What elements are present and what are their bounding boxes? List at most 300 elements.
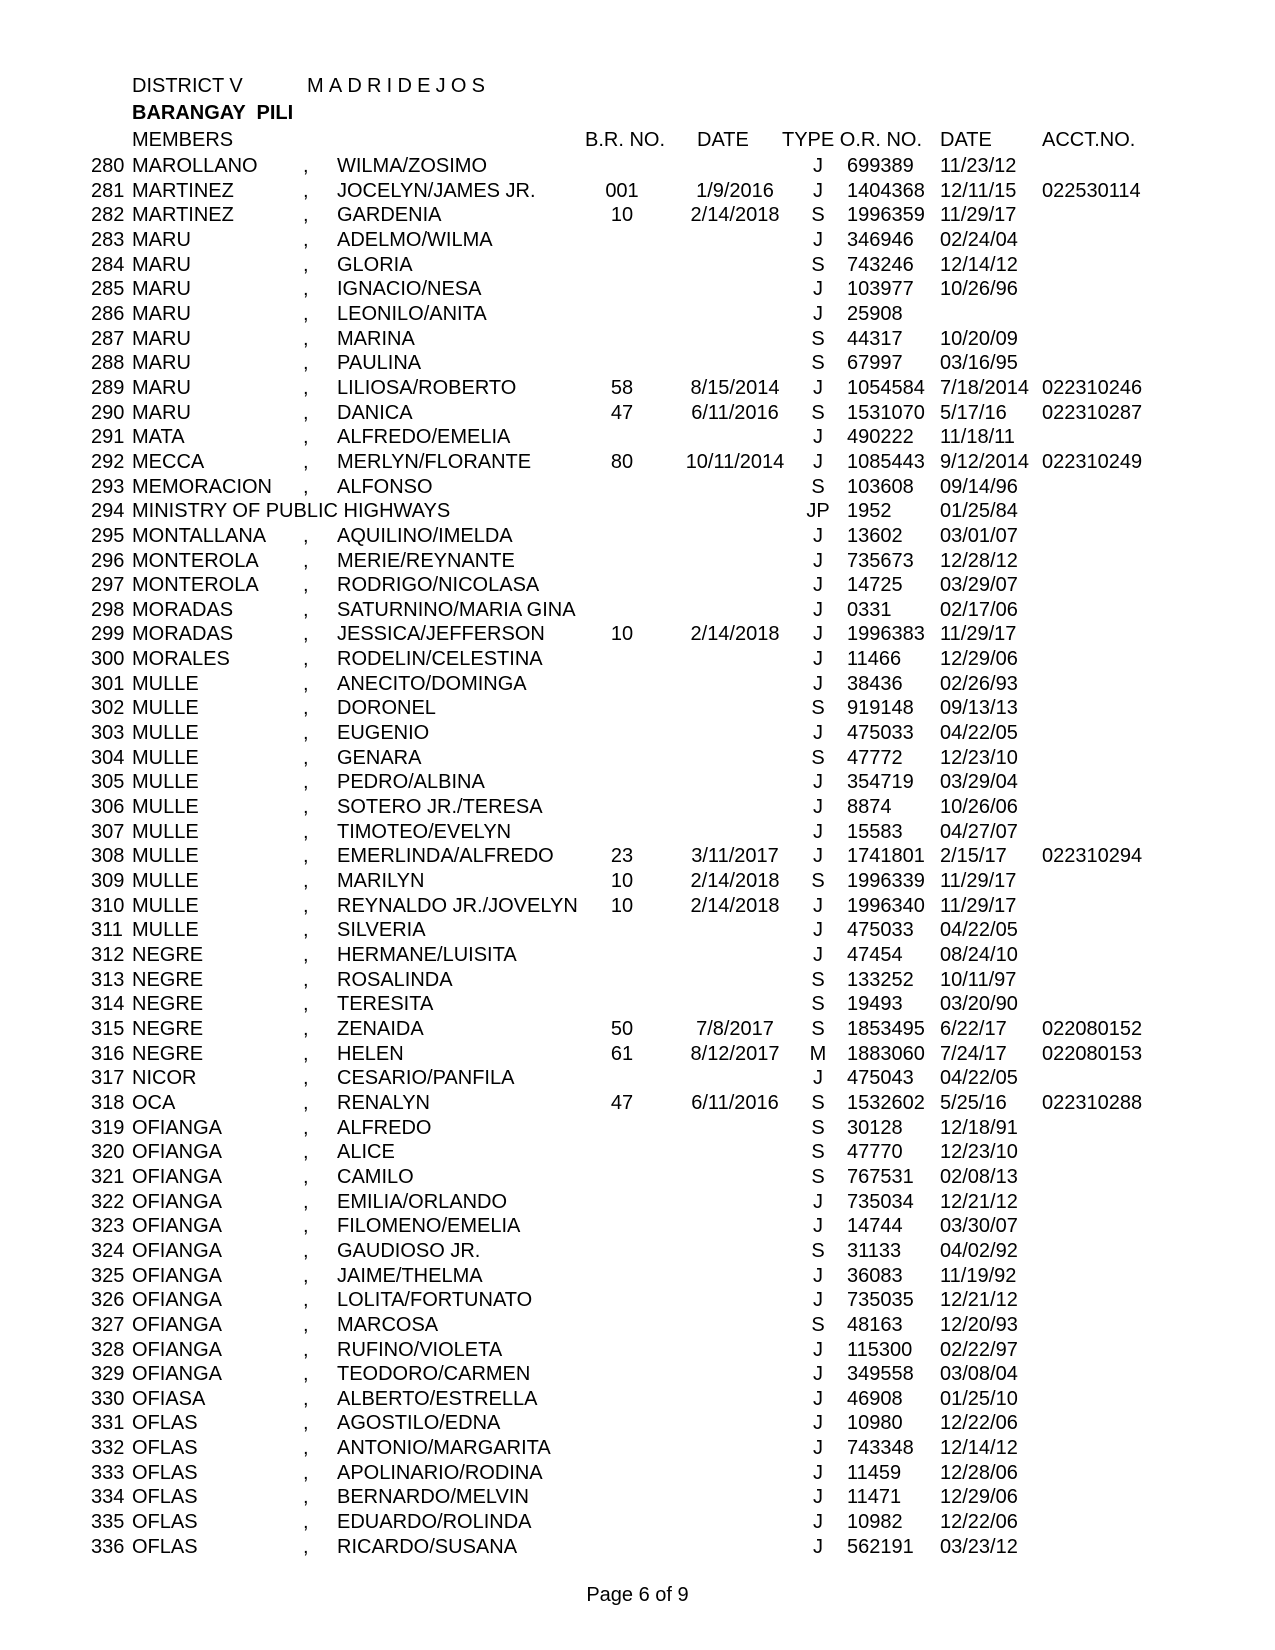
row-number: 280 (91, 155, 125, 177)
row-number: 336 (91, 1535, 125, 1558)
members-table (0, 154, 1275, 1559)
name-separator: , (303, 1091, 309, 1114)
row-number: 321 (91, 1165, 125, 1188)
given-names-cell: RODRIGO/NICOLASA (337, 574, 540, 597)
table-row (0, 499, 1275, 524)
name-separator: , (303, 376, 309, 399)
type-cell: J (813, 549, 823, 572)
given-names-cell: GLORIA (337, 253, 413, 276)
or-no-cell: 1853495 (847, 1017, 925, 1040)
table-row (0, 1288, 1275, 1313)
type-cell: S (811, 1017, 825, 1040)
type-cell: J (813, 426, 823, 449)
or-no-cell: 735035 (847, 1289, 914, 1312)
table-row (0, 1239, 1275, 1264)
or-date-cell: 03/08/04 (940, 1363, 1018, 1386)
row-number: 299 (91, 623, 125, 646)
name-separator: , (303, 1116, 309, 1139)
surname-cell: OFIANGA (132, 1215, 223, 1238)
surname-cell: MULLE (132, 894, 199, 917)
surname-cell: MULLE (132, 672, 199, 695)
name-separator: , (303, 179, 309, 202)
given-names-cell: TIMOTEO/EVELYN (337, 820, 512, 843)
table-row (0, 622, 1275, 647)
br-no-cell: 80 (610, 450, 634, 473)
table-row (0, 943, 1275, 968)
table-row (0, 696, 1275, 721)
name-separator: , (303, 648, 309, 671)
surname-cell: OFLAS (132, 1535, 198, 1558)
or-no-cell: 10980 (847, 1412, 903, 1435)
or-no-cell: 30128 (847, 1116, 903, 1139)
type-cell: J (813, 228, 823, 251)
name-separator: , (303, 623, 309, 646)
table-row (0, 894, 1275, 919)
table-row (0, 795, 1275, 820)
or-no-cell: 115300 (847, 1338, 913, 1361)
table-row (0, 1066, 1275, 1091)
table-row (0, 992, 1275, 1017)
table-row (0, 647, 1275, 672)
or-date-cell: 12/29/06 (940, 648, 1018, 671)
surname-cell: MULLE (132, 746, 199, 769)
surname-cell: NEGRE (132, 968, 204, 991)
or-no-cell: 346946 (847, 228, 914, 251)
type-cell: J (813, 524, 823, 547)
or-date-cell: 04/22/05 (940, 722, 1018, 745)
table-row (0, 844, 1275, 869)
name-separator: , (303, 1437, 309, 1460)
name-separator: , (303, 352, 309, 375)
given-names-cell: TEODORO/CARMEN (337, 1363, 531, 1386)
type-cell: J (813, 278, 823, 301)
or-date-cell: 02/17/06 (940, 598, 1018, 621)
or-date-cell: 5/25/16 (940, 1091, 1007, 1114)
name-separator: , (303, 1190, 309, 1213)
or-date-cell: 12/22/06 (940, 1511, 1018, 1534)
surname-cell: OFLAS (132, 1412, 198, 1435)
or-date-cell: 12/28/06 (940, 1461, 1018, 1484)
row-number: 300 (91, 648, 125, 671)
or-no-cell: 562191 (847, 1535, 914, 1558)
given-names-cell: JAIME/THELMA (337, 1264, 483, 1287)
or-no-cell: 1996359 (847, 204, 925, 227)
or-no-cell: 490222 (847, 426, 914, 449)
row-number: 288 (91, 352, 125, 375)
or-no-cell: 103608 (847, 475, 914, 498)
br-date-cell: 2/14/2018 (690, 623, 780, 646)
type-cell: J (813, 722, 823, 745)
or-date-cell: 11/29/17 (940, 870, 1017, 893)
given-names-cell: RENALYN (337, 1091, 430, 1114)
row-number: 291 (91, 426, 125, 449)
surname-cell: OFIANGA (132, 1239, 223, 1262)
row-number: 308 (91, 845, 125, 868)
type-cell: J (813, 1461, 823, 1484)
given-names-cell: ROSALINDA (337, 968, 453, 991)
or-date-cell: 12/20/93 (940, 1313, 1018, 1336)
row-number: 296 (91, 549, 125, 572)
row-number: 284 (91, 253, 125, 276)
or-no-cell: 11466 (847, 648, 902, 671)
acct-no-cell: 022080153 (1042, 1042, 1143, 1065)
or-no-cell: 25908 (847, 302, 903, 325)
or-no-cell: 475033 (847, 919, 914, 942)
or-date-cell: 11/29/17 (940, 623, 1017, 646)
name-separator: , (303, 1363, 309, 1386)
table-row (0, 1264, 1275, 1289)
name-separator: , (303, 253, 309, 276)
or-no-cell: 11471 (847, 1486, 902, 1509)
or-date-cell: 12/21/12 (940, 1190, 1018, 1213)
given-names-cell: PAULINA (337, 352, 422, 375)
table-row (0, 1338, 1275, 1363)
name-separator: , (303, 722, 309, 745)
row-number: 290 (91, 401, 125, 424)
name-separator: , (303, 1067, 309, 1090)
or-date-cell: 11/19/92 (940, 1264, 1017, 1287)
type-cell: J (813, 1067, 823, 1090)
given-names-cell: GARDENIA (337, 204, 442, 227)
given-names-cell: HELEN (337, 1042, 404, 1065)
table-row (0, 475, 1275, 500)
type-cell: S (811, 204, 825, 227)
table-row (0, 376, 1275, 401)
acct-no-cell: 022310287 (1042, 401, 1143, 424)
given-names-cell: AGOSTILO/EDNA (337, 1412, 501, 1435)
surname-cell: MULLE (132, 870, 199, 893)
table-row (0, 746, 1275, 771)
name-separator: , (303, 697, 309, 720)
or-no-cell: 19493 (847, 993, 903, 1016)
or-no-cell: 919148 (847, 697, 914, 720)
surname-cell: NICOR (132, 1067, 197, 1090)
surname-cell: MARU (132, 352, 191, 375)
type-cell: J (813, 1535, 823, 1558)
or-date-cell: 03/16/95 (940, 352, 1018, 375)
name-separator: , (303, 549, 309, 572)
surname-cell: MARTINEZ (132, 204, 234, 227)
type-cell: J (813, 796, 823, 819)
type-cell: S (811, 401, 825, 424)
type-cell: J (813, 1215, 823, 1238)
or-date-cell: 12/14/12 (940, 1437, 1018, 1460)
or-no-cell: 103977 (847, 278, 914, 301)
surname-cell: OFIANGA (132, 1190, 223, 1213)
table-row (0, 1510, 1275, 1535)
given-names-cell: ANECITO/DOMINGA (337, 672, 527, 695)
type-cell: S (811, 1239, 825, 1262)
or-no-cell: 1085443 (847, 450, 925, 473)
or-no-cell: 14725 (847, 574, 903, 597)
surname-cell: OFIANGA (132, 1165, 223, 1188)
surname-cell: MECCA (132, 450, 205, 473)
table-row (0, 1436, 1275, 1461)
table-row (0, 1190, 1275, 1215)
name-separator: , (303, 845, 309, 868)
or-date-cell: 01/25/10 (940, 1387, 1018, 1410)
type-cell: J (813, 1437, 823, 1460)
or-no-cell: 31133 (847, 1239, 902, 1262)
or-no-cell: 0331 (847, 598, 892, 621)
name-separator: , (303, 1486, 309, 1509)
given-names-cell: WILMA/ZOSIMO (337, 155, 487, 177)
given-names-cell: ANTONIO/MARGARITA (337, 1437, 551, 1460)
or-date-column-header: DATE (940, 129, 992, 151)
or-date-cell: 12/11/15 (940, 179, 1017, 202)
table-row (0, 524, 1275, 549)
row-number: 325 (91, 1264, 125, 1287)
row-number: 314 (91, 993, 125, 1016)
row-number: 301 (91, 672, 125, 695)
or-date-cell: 02/22/97 (940, 1338, 1018, 1361)
table-row (0, 302, 1275, 327)
or-date-cell: 02/24/04 (940, 228, 1018, 251)
type-cell: J (813, 1412, 823, 1435)
surname-cell: OFIASA (132, 1387, 206, 1410)
or-date-cell: 12/21/12 (940, 1289, 1018, 1312)
surname-cell: OFLAS (132, 1511, 198, 1534)
or-no-cell: 11459 (847, 1461, 902, 1484)
name-separator: , (303, 574, 309, 597)
row-number: 315 (91, 1017, 125, 1040)
or-date-cell: 7/24/17 (940, 1042, 1007, 1065)
type-cell: J (813, 1289, 823, 1312)
or-no-cell: 735673 (847, 549, 914, 572)
or-date-cell: 12/23/10 (940, 746, 1018, 769)
table-row (0, 598, 1275, 623)
surname-cell: NEGRE (132, 1017, 204, 1040)
surname-cell: MORALES (132, 648, 230, 671)
given-names-cell: REYNALDO JR./JOVELYN (337, 894, 578, 917)
acct-no-cell: 022530114 (1042, 179, 1141, 202)
or-no-cell: 8874 (847, 796, 892, 819)
or-date-cell: 7/18/2014 (940, 376, 1029, 399)
or-no-cell: 699389 (847, 155, 914, 177)
surname-cell: MORADAS (132, 598, 234, 621)
name-separator: , (303, 1338, 309, 1361)
or-date-cell: 11/29/17 (940, 204, 1017, 227)
or-date-cell: 02/26/93 (940, 672, 1018, 695)
given-names-cell: APOLINARIO/RODINA (337, 1461, 543, 1484)
type-cell: J (813, 1338, 823, 1361)
name-separator: , (303, 870, 309, 893)
type-cell: S (811, 1091, 825, 1114)
table-row (0, 154, 1275, 179)
surname-cell: MARU (132, 253, 191, 276)
table-row (0, 1042, 1275, 1067)
or-no-cell: 1996383 (847, 623, 925, 646)
or-no-cell: 46908 (847, 1387, 903, 1410)
table-row (0, 1411, 1275, 1436)
name-separator: , (303, 968, 309, 991)
or-no-cell: 44317 (847, 327, 903, 350)
given-names-cell: TERESITA (337, 993, 434, 1016)
surname-cell: NEGRE (132, 944, 204, 966)
type-cell: J (813, 1387, 823, 1410)
acct-no-column-header: ACCT.NO. (1042, 129, 1136, 151)
table-row (0, 1313, 1275, 1338)
name-separator: , (303, 475, 309, 498)
name-separator: , (303, 1215, 309, 1238)
row-number: 294 (91, 500, 125, 523)
surname-cell: OFIANGA (132, 1338, 223, 1361)
name-separator: , (303, 944, 309, 966)
or-no-cell: 133252 (847, 968, 914, 991)
table-row (0, 1017, 1275, 1042)
given-names-cell: BERNARDO/MELVIN (337, 1486, 529, 1509)
row-number: 320 (91, 1141, 125, 1164)
row-number: 328 (91, 1338, 125, 1361)
name-separator: , (303, 993, 309, 1016)
or-no-cell: 735034 (847, 1190, 914, 1213)
surname-cell: OFIANGA (132, 1289, 223, 1312)
or-date-cell: 5/17/16 (940, 401, 1007, 424)
or-no-cell: 743348 (847, 1437, 914, 1460)
or-date-cell: 08/24/10 (940, 944, 1018, 966)
table-row (0, 277, 1275, 302)
given-names-cell: HERMANE/LUISITA (337, 944, 517, 966)
table-row (0, 770, 1275, 795)
name-separator: , (303, 919, 309, 942)
given-names-cell: CAMILO (337, 1165, 414, 1188)
or-date-cell: 12/18/91 (940, 1116, 1018, 1139)
name-separator: , (303, 894, 309, 917)
table-row (0, 968, 1275, 993)
row-number: 281 (91, 179, 125, 202)
given-names-cell: MERIE/REYNANTE (337, 549, 515, 572)
given-names-cell: MARCOSA (337, 1313, 439, 1336)
or-no-cell: 15583 (847, 820, 903, 843)
or-date-cell: 10/26/06 (940, 796, 1018, 819)
table-row (0, 573, 1275, 598)
name-separator: , (303, 1141, 309, 1164)
or-no-cell: 1996340 (847, 894, 925, 917)
or-no-cell: 475033 (847, 722, 914, 745)
or-no-cell: 1883060 (847, 1042, 925, 1065)
type-cell: S (811, 1116, 825, 1139)
acct-no-cell: 022310294 (1042, 845, 1143, 868)
row-number: 335 (91, 1511, 125, 1534)
or-no-cell: 14744 (847, 1215, 903, 1238)
surname-cell: MINISTRY OF PUBLIC HIGHWAYS (132, 500, 451, 523)
table-row (0, 327, 1275, 352)
given-names-cell: LOLITA/FORTUNATO (337, 1289, 533, 1312)
row-number: 304 (91, 746, 125, 769)
or-no-cell: 1054584 (847, 376, 925, 399)
surname-cell: NEGRE (132, 993, 204, 1016)
br-date-cell: 6/11/2016 (691, 1091, 779, 1114)
name-separator: , (303, 796, 309, 819)
br-date-cell: 2/14/2018 (690, 870, 780, 893)
row-number: 332 (91, 1437, 125, 1460)
given-names-cell: SOTERO JR./TERESA (337, 796, 543, 819)
given-names-cell: GAUDIOSO JR. (337, 1239, 481, 1262)
surname-cell: MULLE (132, 722, 199, 745)
name-separator: , (303, 1461, 309, 1484)
name-separator: , (303, 1264, 309, 1287)
or-date-cell: 10/20/09 (940, 327, 1018, 350)
row-number: 303 (91, 722, 125, 745)
table-row (0, 253, 1275, 278)
table-row (0, 918, 1275, 943)
table-row (0, 1461, 1275, 1486)
given-names-cell: JOCELYN/JAMES JR. (337, 179, 536, 202)
type-cell: J (813, 450, 823, 473)
type-cell: J (813, 771, 823, 794)
br-no-cell: 50 (610, 1017, 634, 1040)
br-no-cell: 10 (610, 623, 634, 646)
name-separator: , (303, 426, 309, 449)
name-separator: , (303, 1017, 309, 1040)
br-no-cell: 001 (605, 179, 639, 202)
acct-no-cell: 022080152 (1042, 1017, 1143, 1040)
type-cell: J (813, 376, 823, 399)
members-column-header: MEMBERS (132, 129, 234, 151)
row-number: 324 (91, 1239, 125, 1262)
name-separator: , (303, 1042, 309, 1065)
table-row (0, 1091, 1275, 1116)
table-row (0, 1362, 1275, 1387)
type-cell: J (813, 919, 823, 942)
row-number: 323 (91, 1215, 125, 1238)
or-date-cell: 03/20/90 (940, 993, 1018, 1016)
given-names-cell: JESSICA/JEFFERSON (337, 623, 545, 646)
type-cell: J (813, 1511, 823, 1534)
or-date-cell: 03/29/07 (940, 574, 1018, 597)
row-number: 312 (91, 944, 125, 966)
row-number: 283 (91, 228, 125, 251)
given-names-cell: ALFREDO (337, 1116, 432, 1139)
table-row (0, 401, 1275, 426)
type-cell: S (811, 746, 825, 769)
or-date-cell: 11/18/11 (940, 426, 1015, 449)
or-no-cell: 767531 (847, 1165, 914, 1188)
type-cell: J (813, 598, 823, 621)
given-names-cell: FILOMENO/EMELIA (337, 1215, 521, 1238)
row-number: 318 (91, 1091, 125, 1114)
type-cell: J (813, 944, 823, 966)
name-separator: , (303, 401, 309, 424)
or-no-cell: 47454 (847, 944, 903, 966)
given-names-cell: SATURNINO/MARIA GINA (337, 598, 576, 621)
row-number: 305 (91, 771, 125, 794)
surname-cell: MARU (132, 302, 191, 325)
table-row (0, 820, 1275, 845)
or-date-cell: 04/27/07 (940, 820, 1018, 843)
br-date-column-header: DATE (697, 129, 749, 151)
type-cell: J (813, 1363, 823, 1386)
row-number: 306 (91, 796, 125, 819)
or-no-cell: 67997 (847, 352, 903, 375)
surname-cell: OFIANGA (132, 1116, 223, 1139)
row-number: 292 (91, 450, 125, 473)
or-date-cell: 09/13/13 (940, 697, 1018, 720)
table-row (0, 549, 1275, 574)
type-cell: JP (806, 500, 830, 523)
type-cell: S (811, 870, 825, 893)
given-names-cell: MARINA (337, 327, 415, 350)
given-names-cell: RICARDO/SUSANA (337, 1535, 518, 1558)
or-no-cell: 743246 (847, 253, 914, 276)
or-no-cell: 10982 (847, 1511, 903, 1534)
surname-cell: MARU (132, 327, 191, 350)
or-date-cell: 2/15/17 (940, 845, 1007, 868)
barangay-title: BARANGAY PILI (132, 102, 294, 124)
br-date-cell: 8/15/2014 (690, 376, 780, 399)
type-or-column-header: TYPE O.R. NO. (782, 129, 923, 151)
row-number: 310 (91, 894, 125, 917)
